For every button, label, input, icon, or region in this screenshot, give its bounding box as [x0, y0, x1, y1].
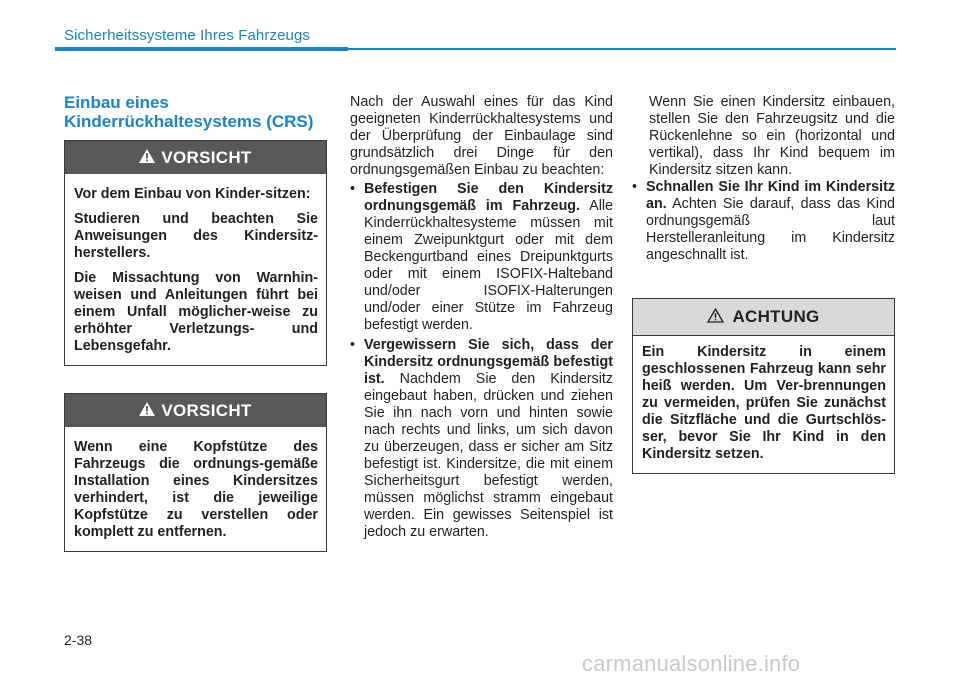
warning-paragraph: Studieren und beachten Sie Anweisungen des Kindersitz-herstellers. — [74, 211, 318, 261]
warning-paragraph: Wenn eine Kopfstütze des Fahrzeugs die ordnungs-gemäße Installation eines Kindersitzes verhindert, ist die jeweilige Kopfstütze zu verstellen oder komplett zu entfernen. — [74, 439, 318, 540]
warning-paragraph: Die Missachtung von Warnhin-weisen und Anleitungen führt bei einem Unfall möglicher-weise zu erhöhter Verletzungs- und Lebensgefahr. — [74, 270, 318, 354]
caution-body — [633, 336, 894, 473]
bullet-bold: Vergewissern Sie sich, dass der Kindersitz ordnungsgemäß befestigt ist. — [364, 337, 613, 387]
bullet-bold: Befestigen Sie den Kindersitz ordnungsgemäß im Fahrzeug. — [364, 181, 613, 214]
continuation-paragraph: Wenn Sie einen Kindersitz einbauen, stellen Sie den Fahrzeugsitz und die Rückenlehne so ein (horizontal und vertikal), dass Ihr Kind bequem im Kindersitz sitzen kann. — [649, 94, 895, 178]
warning-header — [65, 141, 326, 174]
warning-box-2 — [64, 393, 327, 552]
warning-body — [65, 427, 326, 551]
section-heading-line1: Einbau eines — [64, 93, 169, 112]
bullet-text: Nachdem Sie den Kindersitz eingebaut haben, drücken und ziehen Sie ihn nach vorn und hinten sowie nach rechts und links, um sich davon zu überzeugen, dass er sicher am Sitz befestigt ist. Kindersitze, die mit einem Sicherheitsgurt befestigt werden, müssen möglichst stramm eingebaut werden. Ein gewisses Seitenspiel ist jedoch zu erwarten. — [364, 371, 613, 540]
column-3-text — [632, 94, 895, 264]
warning-box-1 — [64, 140, 327, 366]
caution-text: Ein Kindersitz in einem geschlossenen Fahrzeug kann sehr heiß werden. Um Ver-brennungen zu vermeiden, prüfen Sie zunächst die Sitzfläche und die Gurtschlös-ser, bevor Sie Ihr Kind in den Kindersitz setzen. — [642, 344, 886, 462]
warning-title: VORSICHT — [161, 147, 252, 167]
warning-triangle-icon — [139, 402, 155, 420]
bullet-text: Achten Sie darauf, dass das Kind ordnungsgemäß laut Herstelleranleitung im Kindersitz angeschnallt ist. — [646, 196, 895, 263]
column-2-text — [350, 94, 613, 541]
caution-box — [632, 298, 895, 474]
watermark: carmanualsonline.info — [582, 651, 801, 676]
caution-header — [633, 299, 894, 336]
header-rule-thin — [348, 48, 896, 50]
section-heading-line2: Kinderrückhaltesystems (CRS) — [64, 112, 314, 131]
bullet-item — [350, 181, 613, 334]
bullet-text: Alle Kinderrückhaltesysteme müssen mit einem Zweipunktgurt oder mit dem Beckengurtband eines Dreipunktgurts oder mit einem ISOFIX-Halteband und/oder ISOFIX-Halterungen und/oder einer Stütze im Fahrzeug befestigt werden. — [364, 198, 613, 333]
intro-paragraph: Nach der Auswahl eines für das Kind geeigneten Kinderrückhaltesystems und der Überprüfung der Einbaulage sind grundsätzlich drei Dinge für den ordnungsgemäßen Einbau zu beachten: — [350, 94, 613, 178]
warning-title: VORSICHT — [161, 400, 252, 420]
bullet-bold: Schnallen Sie Ihr Kind im Kindersitz an. — [646, 179, 895, 212]
caution-triangle-icon — [707, 308, 724, 327]
bullet-item — [350, 337, 613, 541]
caution-title: ACHTUNG — [732, 307, 820, 326]
header-rule-thick — [55, 47, 348, 51]
section-heading — [64, 93, 334, 131]
page-number: 2-38 — [64, 632, 93, 648]
warning-triangle-icon — [139, 149, 155, 167]
bullet-item — [632, 179, 895, 264]
warning-paragraph: Vor dem Einbau von Kinder-sitzen: — [74, 186, 311, 202]
header-title: Sicherheitssysteme Ihres Fahrzeugs — [64, 27, 310, 44]
warning-body — [65, 174, 326, 365]
warning-header — [65, 394, 326, 427]
